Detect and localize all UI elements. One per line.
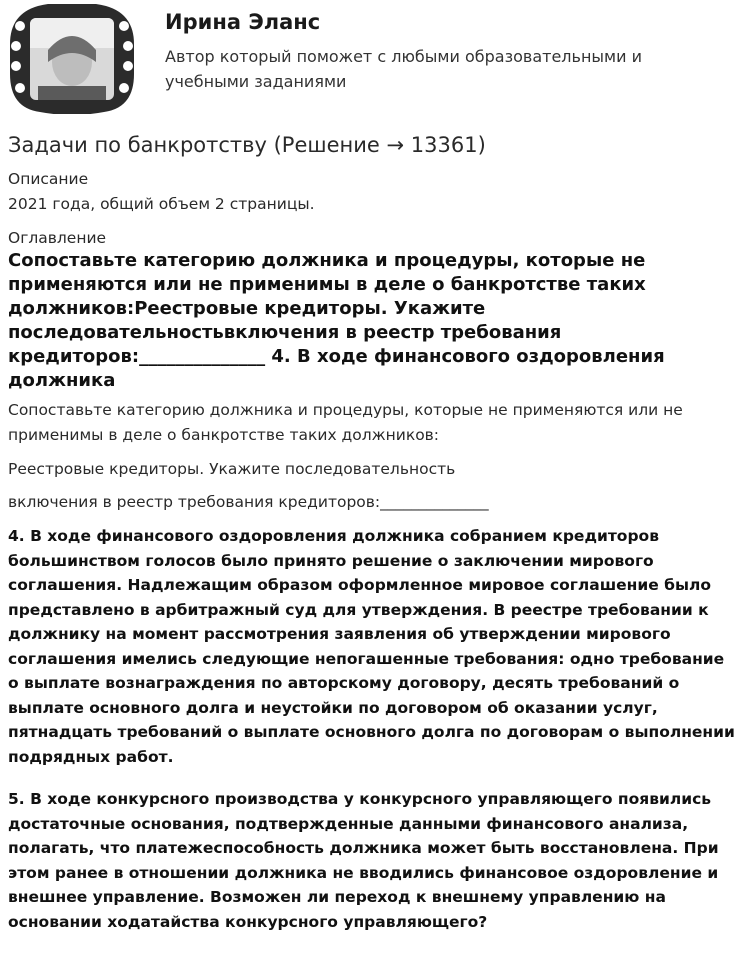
paragraph-3: включения в реестр требования кредиторов:______________ [8,493,489,511]
toc-heading: Сопоставьте категорию должника и процедуры, которые не применяются или не применимы в деле о банкротстве таких должников:Реестровые кредиторы. Укажите последовательностьвключения в реестр требования кредиторов:______________ 4. В ходе финансового оздоровления должника [8,250,665,391]
description-text: 2021 года, общий объем 2 страницы. [8,195,315,213]
document-title: Задачи по банкротству (Решение → 13361) [8,133,486,157]
task-4: 4. В ходе финансового оздоровления должника собранием кредиторов большинством голосов было принято решение о заключении мирового соглашения. Надлежащим образом оформленное мировое соглашение было представлено в арбитражный суд для утверждения. В реестре требовании к должнику на момент рассмотрения заявления об утверждении мирового соглашения имелись следующие непогашенные требования: одно требование о выплате вознаграждения по авторскому договору, десять требований о выплате основного долга и неустойки по договором об оказании услуг, пятнадцать требований о выплате основного долга по договорам о выполнении подрядных работ. [8,527,735,766]
author-card [0,0,750,120]
description-label: Описание [8,170,89,188]
paragraph-2: Реестровые кредиторы. Укажите последовательность [8,460,456,478]
author-name[interactable]: Ирина Эланс [165,10,321,34]
author-description: Автор который поможет с любыми образовательными и учебными заданиями [165,47,642,91]
task-5: 5. В ходе конкурсного производства у конкурсного управляющего появились достаточные основания, подтвержденные данными финансового анализа, полагать, что платежеспособность должника может быть восстановлена. При этом ранее в отношении должника не вводились финансовое оздоровление и внешнее управление. Возможен ли переход к внешнему управлению на основании ходатайства конкурсного управляющего? [8,790,719,931]
toc-label: Оглавление [8,229,107,247]
paragraph-1: Сопоставьте категорию должника и процедуры, которые не применяются или не применимы в деле о банкротстве таких должников: [8,401,683,444]
author-avatar[interactable] [8,4,136,114]
